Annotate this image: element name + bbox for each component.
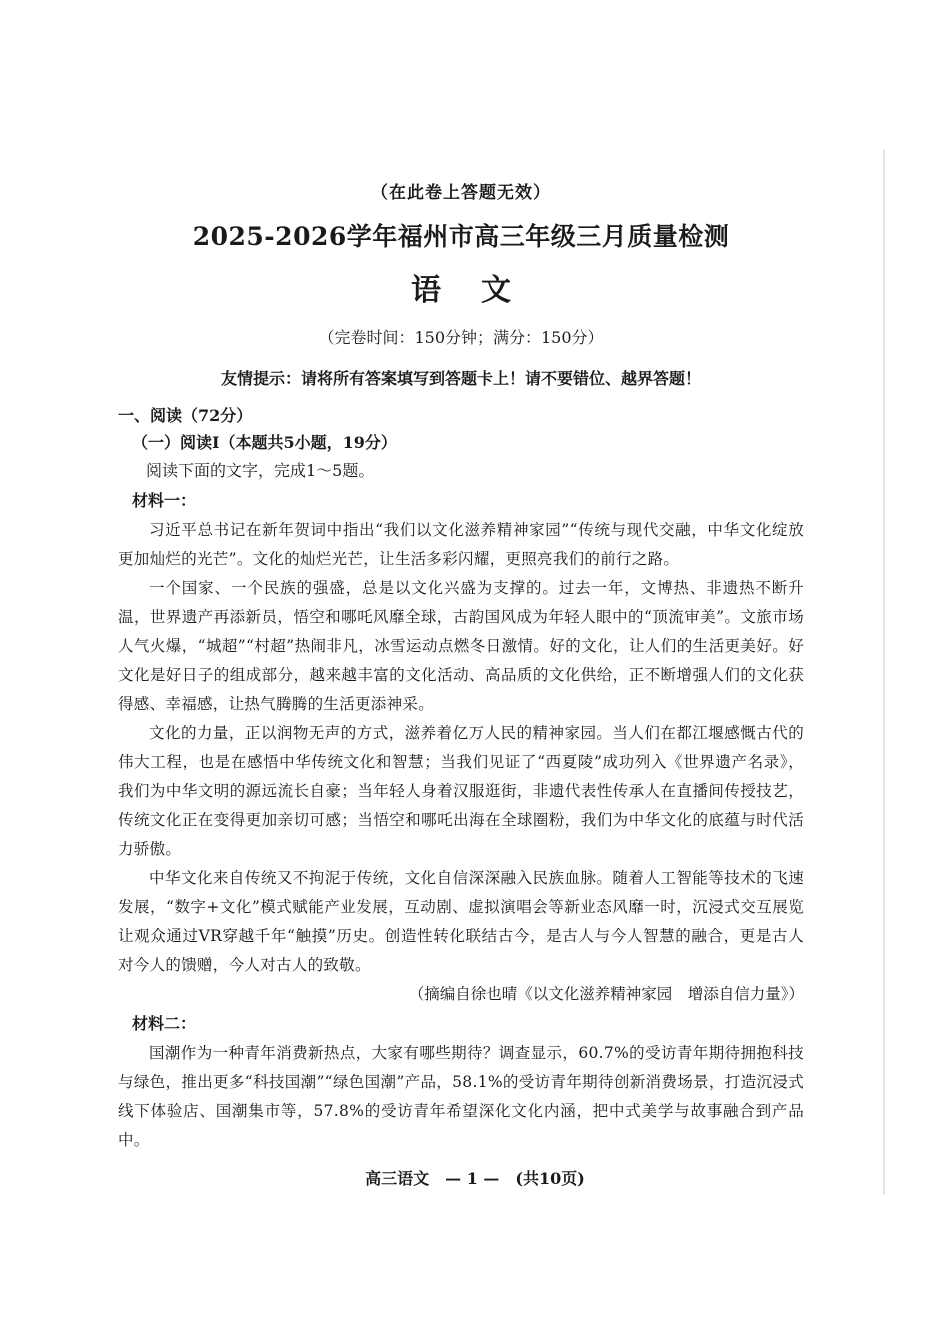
subject-title: 语文: [411, 273, 551, 308]
part-title: （一）阅读Ⅰ（本题共5小题，19分）: [132, 433, 397, 452]
material-one-source: （摘编自徐也晴《以文化滋养精神家园 增添自信力量》）: [408, 985, 804, 1003]
exam-time-info: （完卷时间：150分钟；满分：150分）: [318, 328, 604, 347]
invalid-note: （在此卷上答题无效）: [371, 183, 551, 203]
exam-page: [118, 178, 804, 1155]
material-one-paragraph: 中华文化来自传统又不拘泥于传统，文化自信深深融入民族血脉。随着人工智能等技术的飞速发展，“数字+文化”模式赋能产业发展，互动剧、虚拟演唱会等新业态风靡一时，沉浸式交互展览让观众通过VR穿越千年“触摸”历史。创造性转化联结古今，是古人与今人智慧的融合，更是古人对今人的馈赠，今人对古人的致敬。: [118, 869, 804, 974]
material-one-paragraph: 习近平总书记在新年贺词中指出“我们以文化滋养精神家园”“传统与现代交融，中华文化绽放更加灿烂的光芒”。文化的灿烂光芒，让生活多彩闪耀，更照亮我们的前行之路。: [118, 521, 804, 568]
material-one-label: 材料一：: [132, 491, 197, 510]
material-one-paragraph: 一个国家、一个民族的强盛，总是以文化兴盛为支撑的。过去一年，文博热、非遗热不断升温，世界遗产再添新员，悟空和哪吒风靡全球，古韵国风成为年轻人眼中的“顶流审美”。文旅市场人气火爆，“城超”“村超”热闹非凡，冰雪运动点燃冬日激情。好的文化，让人们的生活更美好。好文化是好日子的组成部分，越来越丰富的文化活动、高品质的文化供给，正不断增强人们的文化获得感、幸福感，让热气腾腾的生活更添神采。: [118, 579, 804, 713]
material-two-label: 材料二：: [132, 1014, 197, 1033]
reading-instruction: 阅读下面的文字，完成1～5题。: [146, 461, 375, 480]
material-two-paragraph: 国潮作为一种青年消费新热点，大家有哪些期待？调查显示，60.7%的受访青年期待拥抱科技与绿色，推出更多“科技国潮”“绿色国潮”产品，58.1%的受访青年期待创新消费场景，打造沉浸式线下体验店、国潮集市等，57.8%的受访青年希望深化文化内涵，把中式美学与故事融合到产品中。: [118, 1044, 804, 1149]
page-edge-rule: [883, 150, 885, 1195]
exam-title: 2025-2026学年福州市高三年级三月质量检测: [192, 222, 730, 251]
section-title: 一、阅读（72分）: [118, 406, 253, 425]
friendly-tip: 友情提示：请将所有答案填写到答题卡上！请不要错位、越界答题！: [220, 369, 701, 388]
material-one-paragraph: 文化的力量，正以润物无声的方式，滋养着亿万人民的精神家园。当人们在都江堰感慨古代的伟大工程，也是在感悟中华传统文化和智慧；当我们见证了“西夏陵”成功列入《世界遗产名录》，我们为中华文明的源远流长自豪；当年轻人身着汉服逛街，非遗代表性传承人在直播间传授技艺，传统文化正在变得更加亲切可感；当悟空和哪吒出海在全球圈粉，我们为中华文化的底蕴与时代活力骄傲。: [118, 724, 804, 858]
page-footer: 高三语文 — 1 — (共10页): [365, 1169, 585, 1188]
